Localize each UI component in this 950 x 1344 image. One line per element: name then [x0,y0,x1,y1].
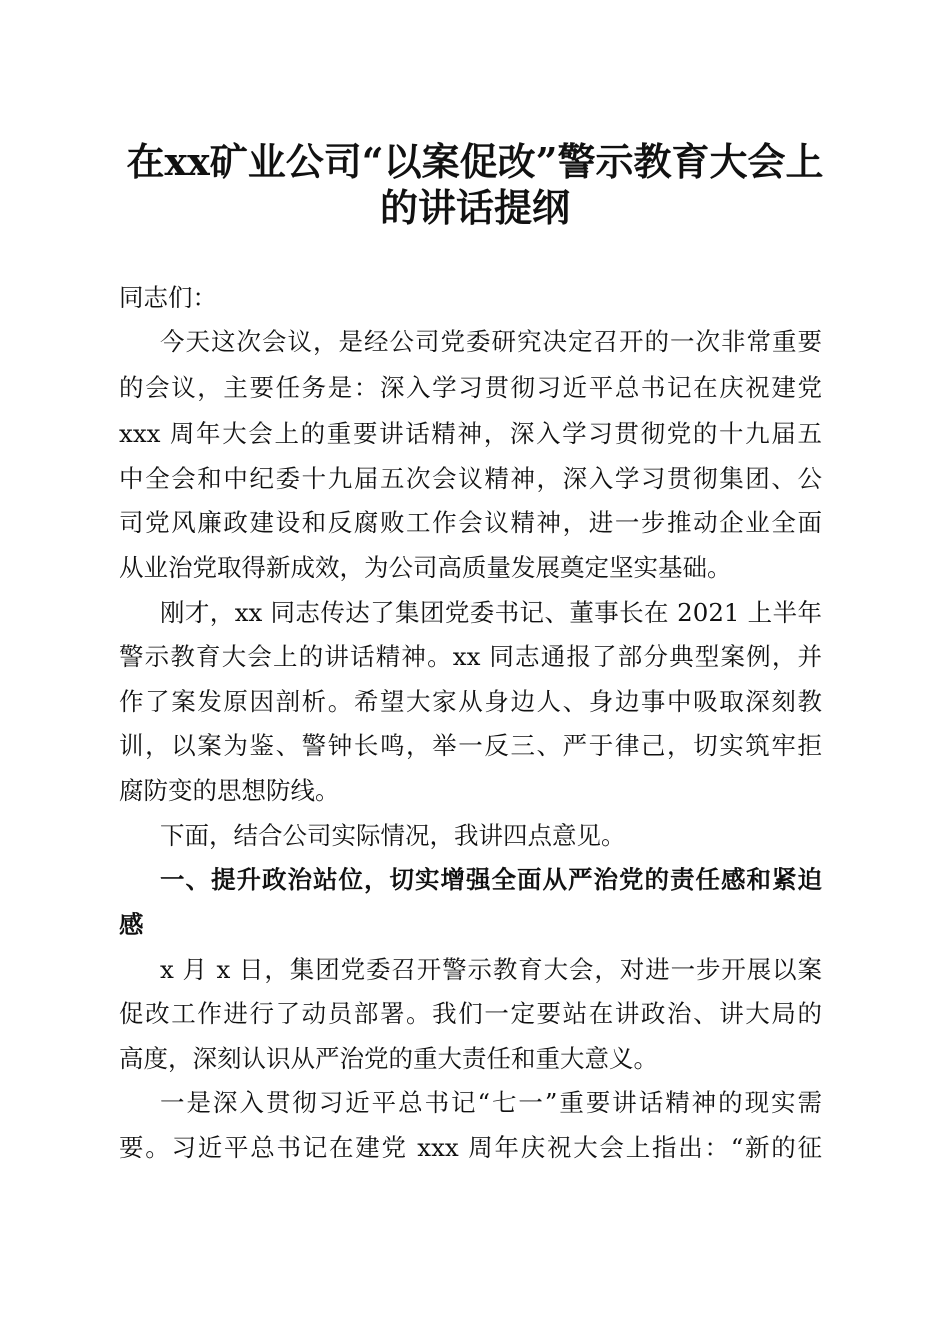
paragraph-line: 从业治党取得新成效，为公司高质量发展奠定坚实基础。 [119,553,732,582]
paragraph-line: 中全会和中纪委十九届五次会议精神，深入学习贯彻集团、公 [119,464,822,493]
document-title-line-2: 的讲话提纲 [379,185,570,230]
document-title-line-1: 在xx矿业公司“以案促改”警示教育大会上 [126,139,824,184]
section-heading: 感 [119,910,144,939]
paragraph-line: 的会议，主要任务是：深入学习贯彻习近平总书记在庆祝建党 [119,373,822,402]
paragraph-line: 训，以案为鉴、警钟长鸣，举一反三、严于律己，切实筑牢拒 [119,731,822,760]
paragraph-line: 司党风廉政建设和反腐败工作会议精神，进一步推动企业全面 [119,508,822,537]
paragraph-line: xxx 周年大会上的重要讲话精神，深入学习贯彻党的十九届五 [119,419,822,448]
paragraph-line: x 月 x 日，集团党委召开警示教育大会，对进一步开展以案 [160,955,822,984]
paragraph-line: 一是深入贯彻习近平总书记“七一”重要讲话精神的现实需 [160,1088,822,1117]
paragraph-line: 腐防变的思想防线。 [119,776,340,805]
paragraph-line: 要。习近平总书记在建党 xxx 周年庆祝大会上指出：“新的征 [119,1133,822,1162]
paragraph-line: 警示教育大会上的讲话精神。xx 同志通报了部分典型案例，并 [119,642,822,671]
paragraph-line: 今天这次会议，是经公司党委研究决定召开的一次非常重要 [160,327,822,356]
salutation: 同志们： [119,283,217,312]
paragraph-line: 高度，深刻认识从严治党的重大责任和重大意义。 [119,1044,658,1073]
section-heading: 一、提升政治站位，切实增强全面从严治党的责任感和紧迫 [160,865,822,894]
paragraph-line: 下面，结合公司实际情况，我讲四点意见。 [160,821,626,850]
paragraph-line: 促改工作进行了动员部署。我们一定要站在讲政治、讲大局的 [119,999,822,1028]
paragraph-line: 作了案发原因剖析。希望大家从身边人、身边事中吸取深刻教 [119,687,822,716]
paragraph-line: 刚才，xx 同志传达了集团党委书记、董事长在 2021 上半年 [160,598,822,627]
